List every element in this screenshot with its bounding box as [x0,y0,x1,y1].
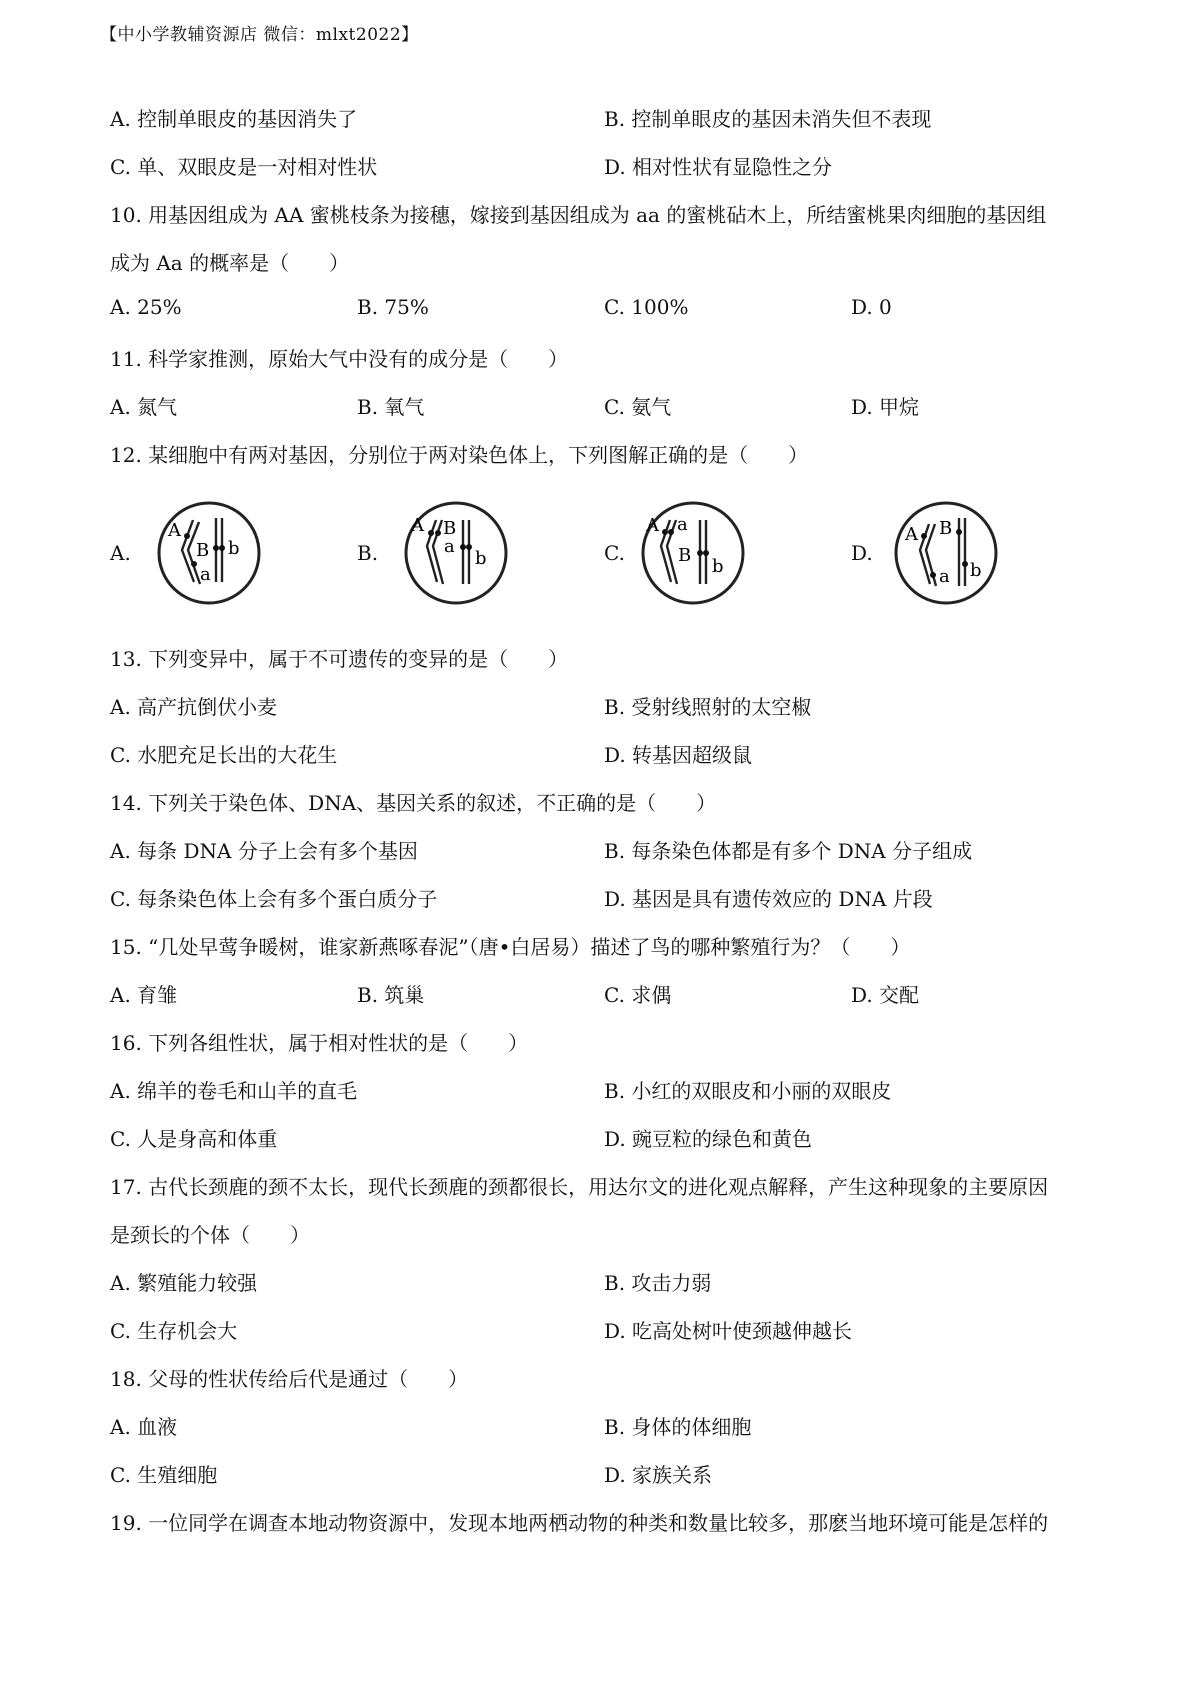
q18-stem: 18. 父母的性状传给后代是通过（ ） [110,1367,469,1391]
gene-label-b: b [712,556,724,577]
watermark: 【中小学教辅资源店 微信：mlxt2022】 [100,25,419,45]
gene-label-a: a [444,536,455,557]
gene-locus-dot [962,561,968,567]
gene-locus-dot [956,529,962,535]
gene-locus-dot [191,561,197,567]
q12-option-d-label[interactable]: D. [851,541,873,565]
gene-label-B: B [678,545,692,566]
gene-label-B: B [443,518,457,539]
q14-option-c[interactable]: C. 每条染色体上会有多个蛋白质分子 [110,887,438,911]
q13-option-b[interactable]: B. 受射线照射的太空椒 [604,695,812,719]
q16-stem: 16. 下列各组性状，属于相对性状的是（ ） [110,1031,529,1055]
q9-option-c[interactable]: C. 单、双眼皮是一对相对性状 [110,155,378,179]
q17-option-b[interactable]: B. 攻击力弱 [604,1271,712,1295]
q10-option-d[interactable]: D. 0 [851,295,892,319]
gene-label-A: A [411,515,424,536]
q10-option-a[interactable]: A. 25% [110,295,182,319]
gene-locus-dot [662,529,668,535]
gene-locus-dot [428,530,434,536]
gene-locus-dot [921,533,927,539]
q15-option-c[interactable]: C. 求偶 [604,983,672,1007]
q13-option-d[interactable]: D. 转基因超级鼠 [604,743,753,767]
gene-locus-dot [213,545,219,551]
q16-option-a[interactable]: A. 绵羊的卷毛和山羊的直毛 [110,1079,358,1103]
q13-option-a[interactable]: A. 高产抗倒伏小麦 [110,695,278,719]
gene-locus-dot [703,550,709,556]
q10-stem-line2: 成为 Aa 的概率是（ ） [110,251,350,275]
q12-option-c-label[interactable]: C. [604,541,625,565]
gene-label-b: b [970,560,982,581]
q11-option-d[interactable]: D. 甲烷 [851,395,920,419]
q10-option-b[interactable]: B. 75% [357,295,429,319]
q11-option-a[interactable]: A. 氮气 [110,395,178,419]
q16-option-d[interactable]: D. 豌豆粒的绿色和黄色 [604,1127,813,1151]
gene-locus-dot [184,533,190,539]
q11-option-c[interactable]: C. 氨气 [604,395,672,419]
gene-locus-dot [435,530,441,536]
q17-stem-line1: 17. 古代长颈鹿的颈不太长，现代长颈鹿的颈都很长，用达尔文的进化观点解释，产生这种现象的主要原因 [110,1175,1049,1199]
q16-option-c[interactable]: C. 人是身高和体重 [110,1127,278,1151]
gene-label-A: A [646,515,659,536]
gene-label-a: a [939,566,950,587]
q14-option-d[interactable]: D. 基因是具有遗传效应的 DNA 片段 [604,887,933,911]
gene-locus-dot [460,544,466,550]
q17-option-c[interactable]: C. 生存机会大 [110,1319,238,1343]
q15-stem: 15. “几处早莺争暖树，谁家新燕啄春泥”（唐•白居易）描述了鸟的哪种繁殖行为？（ ） [110,935,911,959]
gene-label-b: b [475,548,487,569]
q17-stem-line2: 是颈长的个体（ ） [110,1223,310,1247]
gene-locus-dot [697,550,703,556]
q9-option-d[interactable]: D. 相对性状有显隐性之分 [604,155,833,179]
q9-option-b[interactable]: B. 控制单眼皮的基因未消失但不表现 [604,107,932,131]
q11-stem: 11. 科学家推测，原始大气中没有的成分是（ ） [110,347,569,371]
gene-label-B: B [939,518,953,539]
gene-locus-dot [930,572,936,578]
q17-option-d[interactable]: D. 吃高处树叶使颈越伸越长 [604,1319,853,1343]
gene-label-a: a [200,564,211,585]
q12-option-d-diagram[interactable] [893,500,999,606]
q12-option-a-label[interactable]: A. [110,541,131,565]
q18-option-d[interactable]: D. 家族关系 [604,1463,713,1487]
q10-option-c[interactable]: C. 100% [604,295,689,319]
gene-label-B: B [196,540,210,561]
gene-locus-dot [219,545,225,551]
q13-option-c[interactable]: C. 水肥充足长出的大花生 [110,743,338,767]
q15-option-b[interactable]: B. 筑巢 [357,983,425,1007]
q18-option-a[interactable]: A. 血液 [110,1415,178,1439]
gene-locus-dot [668,529,674,535]
q10-stem-line1: 10. 用基因组成为 AA 蜜桃枝条为接穗，嫁接到基因组成为 aa 的蜜桃砧木上，所结蜜桃果肉细胞的基因组 [110,203,1047,227]
gene-label-b: b [228,538,240,559]
q17-option-a[interactable]: A. 繁殖能力较强 [110,1271,258,1295]
q15-option-d[interactable]: D. 交配 [851,983,920,1007]
q12-option-b-label[interactable]: B. [357,541,379,565]
q19-stem: 19. 一位同学在调查本地动物资源中，发现本地两栖动物的种类和数量比较多，那麽当地环境可能是怎样的 [110,1511,1049,1535]
q12-stem: 12. 某细胞中有两对基因，分别位于两对染色体上，下列图解正确的是（ ） [110,443,809,467]
q16-option-b[interactable]: B. 小红的双眼皮和小丽的双眼皮 [604,1079,892,1103]
q14-option-a[interactable]: A. 每条 DNA 分子上会有多个基因 [110,839,418,863]
q14-stem: 14. 下列关于染色体、DNA、基因关系的叙述，不正确的是（ ） [110,791,717,815]
q12-option-b-diagram[interactable] [403,500,509,606]
q14-option-b[interactable]: B. 每条染色体都是有多个 DNA 分子组成 [604,839,973,863]
q9-option-a[interactable]: A. 控制单眼皮的基因消失了 [110,107,358,131]
gene-label-A: A [168,520,181,541]
q15-option-a[interactable]: A. 育雏 [110,983,178,1007]
gene-label-a: a [677,514,688,535]
q13-stem: 13. 下列变异中，属于不可遗传的变异的是（ ） [110,647,569,671]
gene-label-A: A [905,524,918,545]
q12-option-a-diagram[interactable] [156,500,262,606]
q12-option-c-diagram[interactable] [640,500,746,606]
q11-option-b[interactable]: B. 氧气 [357,395,425,419]
gene-locus-dot [466,544,472,550]
q18-option-b[interactable]: B. 身体的体细胞 [604,1415,752,1439]
q18-option-c[interactable]: C. 生殖细胞 [110,1463,218,1487]
